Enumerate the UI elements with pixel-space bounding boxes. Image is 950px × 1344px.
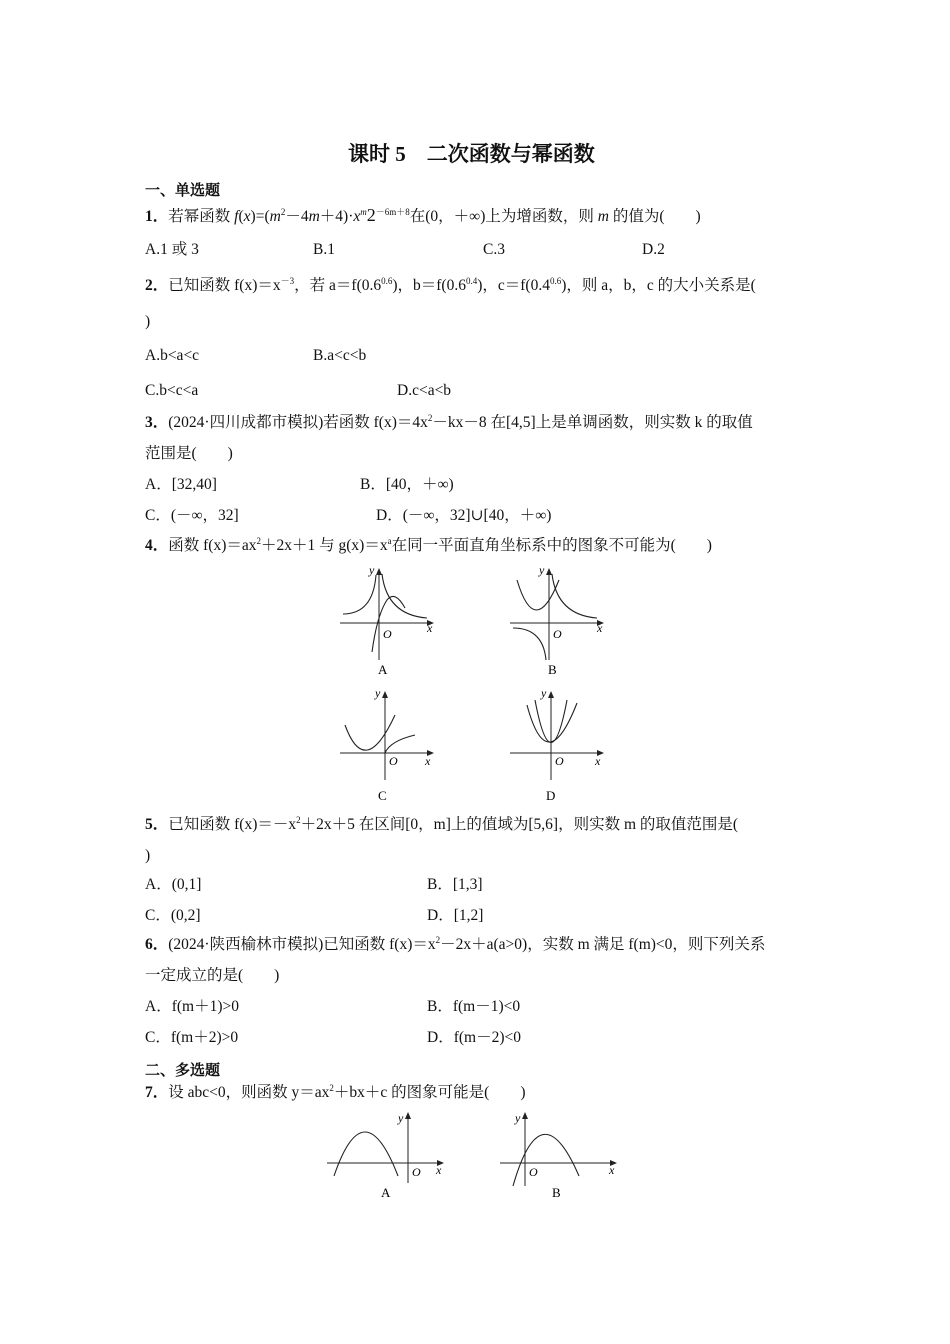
svg-text:x: x [597,621,603,635]
question-3-cont: 范围是( ) [145,445,233,462]
power-curve [385,735,415,753]
parabola-curve [345,715,395,750]
parabola-curve [527,703,577,742]
q6-option-c[interactable]: C．f(m＋2)>0 [145,1029,239,1046]
graph-label: B [552,1185,561,1200]
svg-text:y: y [398,1111,404,1125]
parabola-curve [513,1134,579,1186]
q2-option-d[interactable]: D.c<a<b [397,382,452,399]
q7-graph-a[interactable] [322,1108,452,1203]
question-2: 2．已知函数 $f(x)=x^{-3}$，若 $a=f(0.6^{0.6})$，$b=f(0.6^{0.4})$，$c=f(0.4^{0.6})$，则 a，b，c 的大小关系是( [145,276,756,294]
question-number: 2． [145,277,169,294]
parabola-curve [517,580,559,610]
q5-option-c[interactable]: C．(0,2] [145,907,201,924]
page-title: 课时 5 二次函数与幂函数 [348,142,595,166]
question-number: 1． [145,208,169,225]
q6-option-b[interactable]: B．f(m－1)<0 [427,998,521,1015]
question-7: 7．设 abc<0，则函数 $y=ax^2+bx+c$ 的图象可能是( ) [145,1083,526,1101]
q7-graph-b[interactable] [495,1108,625,1203]
q6-option-d[interactable]: D．f(m－2)<0 [427,1029,521,1046]
question-6-cont: 一定成立的是( ) [145,967,280,984]
question-3: 3．(2024·四川成都市模拟)若函数 $f(x)=4x^2-kx-8$ 在[4,5]上是单调函数，则实数 k 的取值 [145,413,753,431]
q3-option-d[interactable]: D．(－∞，32]∪[40，＋∞) [376,507,552,524]
graph-label: D [546,788,556,803]
q4-graph-a[interactable] [335,560,445,680]
svg-text:O: O [389,754,398,768]
svg-text:O: O [412,1165,421,1179]
question-6: 6．(2024·陕西榆林市模拟)已知函数 $f(x)=x^2-2x+a(a>0)$，实数 m 满足 f(m)<0，则下列关系 [145,935,766,953]
q4-graph-d[interactable] [505,685,615,805]
parabola-curve [372,596,405,652]
svg-text:x: x [609,1163,615,1177]
question-number: 7． [145,1084,169,1101]
q3-option-c[interactable]: C．(－∞，32] [145,507,239,524]
question-2-cont: ) [145,313,151,330]
q1-option-a[interactable]: A.1 或 3 [145,241,199,258]
section-heading-single-choice: 一、单选题 [145,183,221,199]
power-curve-right [382,574,427,618]
graph-label: B [548,662,557,677]
svg-text:y: y [515,1111,521,1125]
question-5-cont: ) [145,847,151,864]
q5-option-d[interactable]: D．[1,2] [427,907,484,924]
question-number: 5． [145,816,169,833]
question-4: 4．函数 $f(x)=ax^2+2x+1$ 与 $g(x)=x^a$在同一平面直角坐标系中的图象不可能为( ) [145,536,712,554]
section-heading-multi-choice: 二、多选题 [145,1063,221,1079]
question-number: 4． [145,537,169,554]
svg-text:O: O [553,627,562,641]
q3-option-b[interactable]: B．[40，＋∞) [360,476,454,493]
q4-graph-c[interactable] [335,685,445,805]
graph-label: A [378,662,388,677]
svg-text:x: x [425,754,431,768]
svg-text:O: O [529,1165,538,1179]
graph-label: A [381,1185,391,1200]
question-number: 6． [145,936,169,953]
svg-text:y: y [369,563,375,577]
question-number: 3． [145,414,169,431]
power-curve-left [343,575,376,614]
svg-text:x: x [436,1163,442,1177]
q2-option-a[interactable]: A.b<a<c [145,347,200,364]
question-1: 1．若幂函数 $f(x)=(m^2-4m+4)\cdot x^m2^{-6m+8}$在(0，＋∞)上为增函数，则 m 的值为( ) [145,205,701,225]
q6-option-a[interactable]: A．f(m＋1)>0 [145,998,239,1015]
q5-option-b[interactable]: B．[1,3] [427,876,483,893]
parabola-curve [334,1132,398,1176]
q1-option-b[interactable]: B.1 [313,241,335,258]
svg-text:x: x [595,754,601,768]
q2-option-b[interactable]: B.a<c<b [313,347,367,364]
svg-text:O: O [555,754,564,768]
svg-text:x: x [427,621,433,635]
q5-option-a[interactable]: A．(0,1] [145,876,202,893]
power-curve-left [513,628,546,660]
graph-label: C [378,788,387,803]
svg-text:y: y [539,563,545,577]
q1-option-c[interactable]: C.3 [483,241,505,258]
svg-text:O: O [383,627,392,641]
svg-text:y: y [375,686,381,700]
svg-text:y: y [541,686,547,700]
q4-graph-b[interactable] [505,560,615,680]
question-5: 5．已知函数 $f(x)=-x^2+2x+5$ 在区间[0，m]上的值域为[5,6]，则实数 m 的取值范围是( [145,815,739,833]
q2-option-c[interactable]: C.b<c<a [145,382,199,399]
q3-option-a[interactable]: A．[32,40] [145,476,217,493]
q1-option-d[interactable]: D.2 [642,241,665,258]
